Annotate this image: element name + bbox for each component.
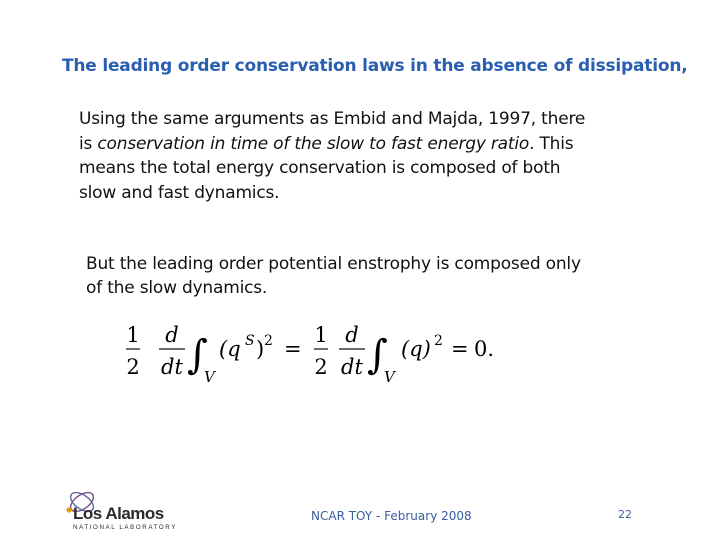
equation-svg xyxy=(125,318,525,388)
eq-integral1: ∫ xyxy=(187,332,208,378)
eq-frac1-num: 1 xyxy=(126,323,140,347)
eq-lhs-close-paren: ) xyxy=(256,337,265,361)
logo-dot xyxy=(66,507,71,512)
paragraph1-line3: means the total energy conservation is composed of both xyxy=(79,158,561,178)
paragraph-energy-conservation xyxy=(79,107,639,205)
enstrophy-equation xyxy=(125,318,525,392)
eq-deriv1-num: d xyxy=(165,323,179,347)
logo-name: Los Alamos xyxy=(73,504,164,523)
eq-deriv1-den: dt xyxy=(161,355,183,379)
eq-deriv2-num: d xyxy=(345,323,359,347)
paragraph1-line2 xyxy=(79,132,639,157)
logo-subtitle: NATIONAL LABORATORY xyxy=(73,524,177,531)
eq-integral2: ∫ xyxy=(367,332,388,378)
eq-rhs-arg: (q) xyxy=(401,337,431,361)
paragraph2-line2: of the slow dynamics. xyxy=(86,278,268,298)
eq-equals2: = xyxy=(451,337,469,361)
paragraph1-line4: slow and fast dynamics. xyxy=(79,182,280,203)
eq-frac2-den: 2 xyxy=(314,355,328,379)
eq-integral2-domain: V xyxy=(384,368,395,386)
paragraph1-line1: Using the same arguments as Embid and Majda, 1997, there xyxy=(79,109,586,129)
paragraph1-emphasis: conservation in time of the slow to fast energy ratio xyxy=(97,133,530,154)
eq-lhs-superscript: S xyxy=(245,333,255,349)
paragraph1-line2-suffix: . This xyxy=(529,133,574,154)
paragraph2-line1: But the leading order potential enstrophy is composed only xyxy=(86,254,581,274)
eq-frac2-num: 1 xyxy=(314,323,328,347)
eq-lhs-square: 2 xyxy=(264,333,273,349)
eq-result: 0. xyxy=(474,337,495,361)
eq-frac1-den: 2 xyxy=(126,355,140,379)
eq-equals1: = xyxy=(284,337,302,361)
page-number: 22 xyxy=(618,508,632,521)
eq-deriv2-den: dt xyxy=(341,355,363,379)
logo-svg xyxy=(60,486,190,532)
paragraph-enstrophy xyxy=(86,252,646,300)
slide-title: The leading order conservation laws in the absence of dissipation, xyxy=(62,56,688,76)
eq-rhs-square: 2 xyxy=(434,333,443,349)
los-alamos-logo xyxy=(60,486,190,532)
footer-event-date: NCAR TOY - February 2008 xyxy=(311,509,472,523)
eq-integral1-domain: V xyxy=(204,368,215,386)
eq-lhs-arg: (q xyxy=(219,337,241,361)
paragraph1-line2-prefix: is xyxy=(79,133,98,154)
